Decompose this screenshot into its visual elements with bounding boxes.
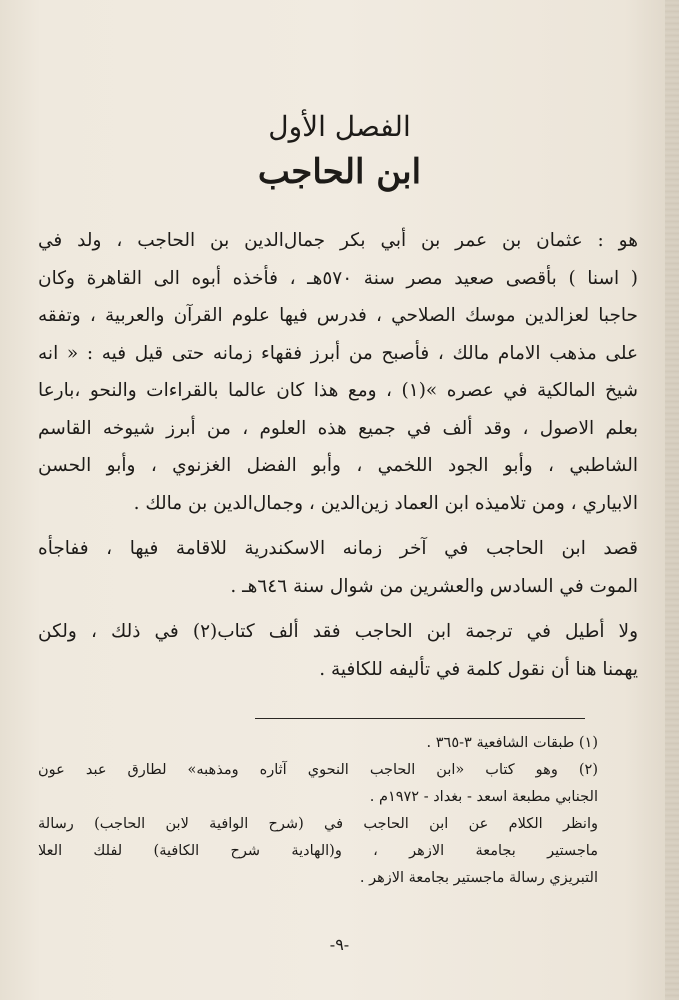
text-line: ولا أطيل في ترجمة ابن الحاجب فقد ألف كتاب(٢) في ذلك ، ولكن — [38, 621, 639, 642]
page-title: ابن الحاجب — [257, 152, 422, 192]
text-line: هو : عثمان بن عمر بن أبي بكر جمال‌الدين بن الحاجب ، ولد في — [38, 230, 638, 251]
text-line: يهمنا هنا أن نقول كلمة في تأليفه للكافية . — [319, 658, 638, 680]
text-line: بعلم الاصول ، وقد ألف في جميع هذه العلوم ، من أبرز شيوخه القاسم — [38, 417, 638, 439]
text-line: ( اسنا ) بأقصى صعيد مصر سنة ٥٧٠هـ ، فأخذه أبوه الى القاهرة وكان — [38, 267, 638, 289]
main-text — [38, 222, 638, 688]
text-line: شيخ المالكية في عصره »(١) ، ومع هذا كان عالما بالقراءات والنحو ،بارعا — [38, 380, 639, 401]
footnotes — [38, 730, 598, 892]
text-line: الموت في السادس والعشرين من شوال سنة ٦٤٦هـ . — [230, 575, 638, 597]
text-line: الابياري ، ومن تلاميذه ابن العماد زين‌الدين ، وجمال‌الدين بن مالك . — [133, 492, 638, 514]
page-number: -٩- — [329, 935, 350, 954]
chapter-heading: الفصل الأول — [268, 110, 411, 143]
text-line: قصد ابن الحاجب في آخر زمانه الاسكندرية للاقامة فيها ، ففاجأه — [38, 538, 638, 559]
footnote-line: التبريزي رسالة ماجستير بجامعة الازهر . — [359, 870, 598, 886]
footnote-line: الجنابي مطبعة اسعد - بغداد - ١٩٧٢م . — [369, 789, 598, 805]
text-line: حاجبا لعزالدين موسك الصلاحي ، فدرس فيها علوم القرآن والعربية ، وتفقه — [38, 305, 638, 326]
footnote-line: ماجستير بجامعة الازهر ، و(الهادية شرح الكافية) لفلك العلا — [38, 843, 598, 859]
footnote-line: (٢) وهو كتاب «ابن الحاجب النحوي آثاره ومذهبه» لطارق عبد عون — [38, 762, 598, 778]
text-line: الشاطبي ، وأبو الجود اللخمي ، وأبو الفضل الغزنوي ، وأبو الحسن — [38, 455, 638, 476]
footnote-line: وانظر الكلام عن ابن الحاجب في (شرح الوافية لابن الحاجب) رسالة — [38, 816, 598, 832]
text-line: على مذهب الامام مالك ، فأصبح من أبرز فقهاء زمانه حتى قيل فيه : « انه — [38, 342, 638, 364]
footnote-line: (١) طبقات الشافعية ٣-٣٦٥ . — [426, 735, 598, 751]
page-edge — [665, 0, 679, 1000]
footnote-divider — [255, 718, 585, 719]
